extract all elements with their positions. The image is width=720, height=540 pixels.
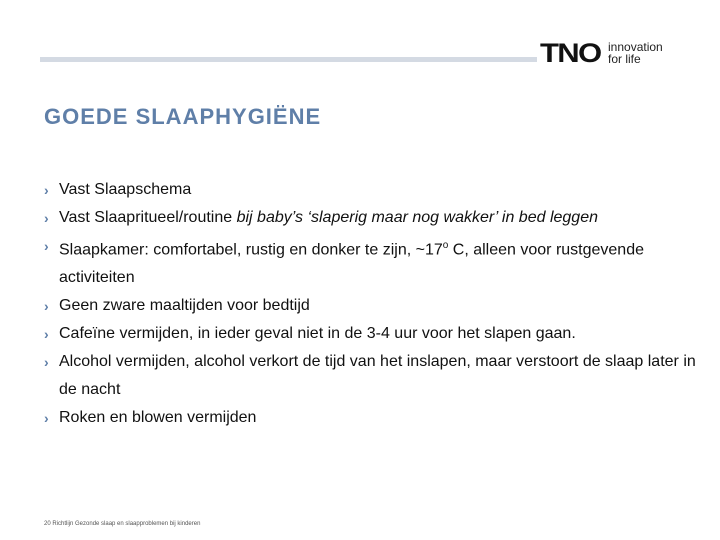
logo-tagline-line-1: innovation <box>608 40 663 54</box>
chevron-right-icon: › <box>44 410 49 427</box>
bullet-text-continued: C, alleen voor rustgevende activiteiten <box>59 241 644 287</box>
bullet-item <box>44 292 704 320</box>
bullet-text: Cafeïne vermijden, in ieder geval niet in de 3-4 uur voor het slapen gaan. <box>59 325 576 343</box>
bullet-item <box>44 404 704 432</box>
header-stripe <box>40 57 537 62</box>
logo-mark: TNO <box>540 38 601 68</box>
logo-tagline <box>608 41 663 65</box>
degree-superscript: o <box>442 240 449 251</box>
chevron-right-icon: › <box>44 210 49 226</box>
bullet-item <box>44 320 704 348</box>
bullet-text: Geen zware maaltijden voor bedtijd <box>59 297 310 315</box>
bullet-italic-text: bij baby’s ‘slaperig maar nog wakker’ in bed leggen <box>232 209 598 226</box>
bullet-item <box>44 176 704 204</box>
chevron-right-icon: › <box>44 238 49 254</box>
logo-tagline-line-2: for life <box>608 52 641 66</box>
chevron-right-icon: › <box>44 182 49 198</box>
bullet-list <box>44 176 704 432</box>
bullet-text: Alcohol vermijden, alcohol verkort de tijd van het inslapen, maar verstoort de slaap later in de nacht <box>59 353 696 399</box>
bullet-text: Vast Slaapritueel/routine <box>59 209 233 226</box>
bullet-text: Slaapkamer: comfortabel, rustig en donker te zijn, ~17 <box>59 241 443 259</box>
bullet-text: Vast Slaapschema <box>59 181 192 198</box>
tno-logo <box>540 40 663 66</box>
chevron-right-icon: › <box>44 326 49 343</box>
slide-title: GOEDE SLAAPHYGIËNE <box>44 104 322 129</box>
slide-footer: 20 Richtlijn Gezonde slaap en slaapproblemen bij kinderen <box>44 521 201 527</box>
bullet-item <box>44 204 704 232</box>
chevron-right-icon: › <box>44 354 49 371</box>
chevron-right-icon: › <box>44 298 49 315</box>
bullet-text: Roken en blowen vermijden <box>59 409 257 427</box>
bullet-item <box>44 232 704 292</box>
bullet-item <box>44 348 704 404</box>
